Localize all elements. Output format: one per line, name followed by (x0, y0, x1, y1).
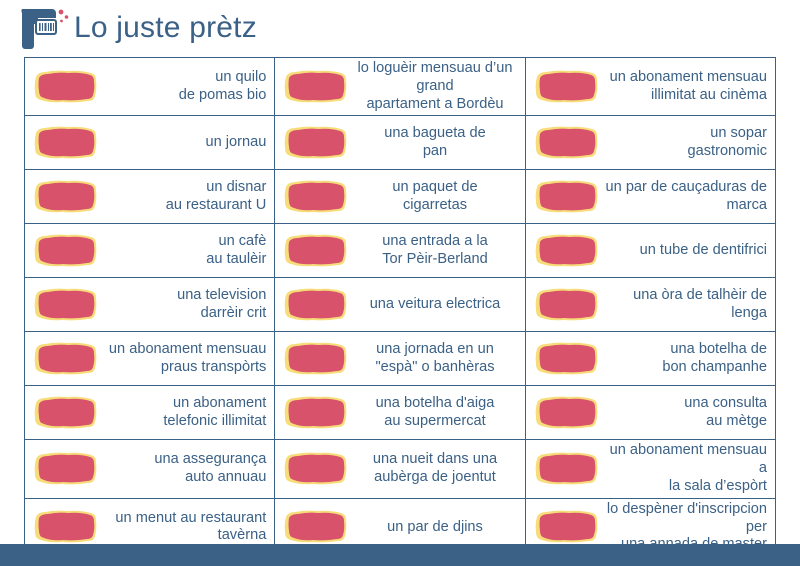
cell-content (25, 278, 274, 331)
table-cell (275, 116, 525, 170)
item-label: lo loguèir mensuau d’un grand apartament a Bordèu (357, 60, 513, 112)
item-label: una television darrèir crit (177, 287, 267, 321)
table-cell (525, 170, 775, 224)
cell-content (275, 386, 524, 439)
item-label: una botelha d'aiga au supermercat (375, 395, 495, 429)
price-sticker-icon[interactable] (31, 126, 97, 160)
cell-content (275, 116, 524, 169)
cell-content (25, 332, 274, 385)
item-label: un par de djins (387, 518, 483, 535)
cell-content (275, 58, 524, 115)
item-label: lo despèner d'inscripcion per (606, 500, 767, 535)
table-cell (275, 386, 525, 440)
cell-content (526, 440, 775, 497)
table-cell (525, 386, 775, 440)
table-cell (25, 386, 275, 440)
item-label: un abonament telefonic illimitat (163, 395, 267, 429)
price-sticker-icon[interactable] (31, 396, 97, 430)
item-label: un disnar au restaurant U (165, 179, 267, 213)
item-label: un jornau (205, 133, 267, 150)
price-sticker-icon[interactable] (532, 234, 598, 268)
price-guess-table (24, 57, 776, 544)
item-label: una assegurança auto annuau (154, 451, 267, 486)
cell-content (275, 332, 524, 385)
item-label: una jornada en un "espà" o banhèras (375, 341, 495, 375)
price-sticker-icon[interactable] (281, 234, 347, 268)
price-sticker-icon[interactable] (281, 342, 347, 376)
price-sticker-icon[interactable] (281, 396, 347, 430)
price-sticker-icon[interactable] (281, 510, 347, 544)
table-cell (275, 58, 525, 116)
barcode-scanner-icon (16, 5, 72, 51)
item-label: un paquet de cigarretas (392, 179, 478, 213)
price-sticker-icon[interactable] (31, 452, 97, 486)
cell-content (25, 170, 274, 223)
item-label: un abonament mensuau illimitat au cinèma (609, 68, 767, 103)
table-cell (275, 170, 525, 224)
cell-content (526, 116, 775, 169)
price-sticker-icon[interactable] (532, 126, 598, 160)
table-cell (25, 332, 275, 386)
table-cell (25, 170, 275, 224)
price-sticker-icon[interactable] (281, 180, 347, 214)
price-sticker-icon[interactable] (31, 342, 97, 376)
cell-content (275, 224, 524, 277)
cell-content (275, 278, 524, 331)
item-label: una botelha de bon champanhe (662, 341, 767, 375)
table-cell (275, 440, 525, 498)
item-label: una consulta au mètge (684, 395, 767, 429)
item-label: un quilo de pomas bio (178, 68, 267, 103)
price-sticker-icon[interactable] (281, 70, 347, 104)
table-cell (525, 224, 775, 278)
table-cell (275, 332, 525, 386)
table-row (25, 440, 776, 498)
cell-content (526, 170, 775, 223)
price-sticker-icon[interactable] (31, 234, 97, 268)
table-cell (25, 224, 275, 278)
footer-bar (0, 544, 800, 566)
price-sticker-icon[interactable] (532, 396, 598, 430)
slide-header (0, 0, 800, 56)
page-title: Lo juste prètz (74, 11, 257, 44)
cell-content (526, 58, 775, 115)
item-label: una veitura electrica (369, 295, 501, 312)
cell-content (25, 224, 274, 277)
cell-content (25, 386, 274, 439)
cell-content (25, 58, 274, 115)
price-sticker-icon[interactable] (532, 342, 598, 376)
table-cell (525, 116, 775, 170)
table-row (25, 386, 776, 440)
price-sticker-icon[interactable] (31, 510, 97, 544)
item-label: un abonament mensuau praus transpòrts (108, 341, 267, 375)
cell-content (526, 332, 775, 385)
table-row (25, 170, 776, 224)
item-label: un par de cauçaduras de marca (605, 179, 767, 213)
item-label: un abonament mensuau a la sala d’espòrt (609, 442, 767, 494)
cell-content (25, 116, 274, 169)
item-label: una nueit dans una aubèrga de joentut (372, 451, 498, 486)
cell-content (275, 440, 524, 497)
item-label: una bagueta de pan (384, 125, 486, 159)
cell-content (526, 386, 775, 439)
table-row (25, 58, 776, 116)
table-cell (25, 58, 275, 116)
price-sticker-icon[interactable] (281, 126, 347, 160)
table-cell (25, 440, 275, 498)
table-cell (275, 278, 525, 332)
item-label: una òra de talhèir de lenga (633, 287, 767, 321)
cell-content (526, 224, 775, 277)
table-cell (525, 58, 775, 116)
price-sticker-icon[interactable] (31, 288, 97, 322)
item-label: un cafè au taulèir (206, 233, 267, 267)
table-row (25, 224, 776, 278)
item-label: una entrada a la Tor Pèir-Berland (382, 233, 488, 267)
price-sticker-icon[interactable] (281, 288, 347, 322)
table-cell (525, 332, 775, 386)
cell-content (25, 440, 274, 497)
table-cell (525, 278, 775, 332)
table-cell (525, 440, 775, 498)
price-sticker-icon[interactable] (532, 180, 598, 214)
table-row (25, 332, 776, 386)
table-row (25, 116, 776, 170)
table-cell (275, 224, 525, 278)
item-label: un sopar gastronomic (687, 125, 767, 159)
item-label: un tube de dentifrici (639, 241, 767, 258)
item-label: un menut au restaurant tavèrna (115, 509, 267, 544)
price-sticker-icon[interactable] (31, 70, 97, 104)
cell-content (526, 278, 775, 331)
cell-content (275, 170, 524, 223)
table-cell (25, 116, 275, 170)
price-sticker-icon[interactable] (532, 510, 598, 544)
price-sticker-icon[interactable] (532, 452, 598, 486)
price-sticker-icon[interactable] (532, 70, 598, 104)
price-sticker-icon[interactable] (281, 452, 347, 486)
price-sticker-icon[interactable] (532, 288, 598, 322)
table-row (25, 278, 776, 332)
table-cell (25, 278, 275, 332)
price-sticker-icon[interactable] (31, 180, 97, 214)
